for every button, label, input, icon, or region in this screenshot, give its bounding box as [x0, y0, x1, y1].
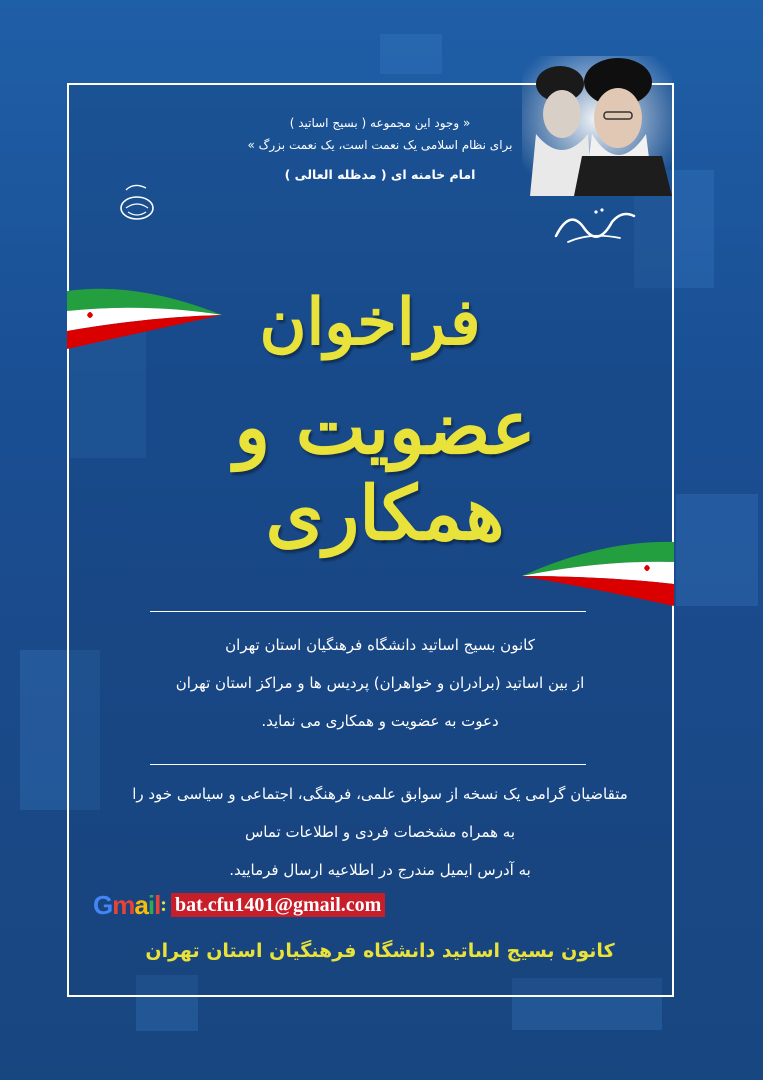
quote-author: امام خامنه ای ( مدظله العالی )	[284, 167, 476, 182]
divider-top	[150, 611, 586, 612]
instructions-line-2: به همراه مشخصات فردی و اطلاعات تماس	[244, 823, 516, 841]
instructions-paragraph	[100, 775, 660, 889]
email-colon: :	[160, 893, 167, 916]
leaders-portrait	[522, 56, 672, 196]
intro-line-3: دعوت به عضویت و همکاری می نماید.	[261, 712, 499, 730]
intro-line-1: کانون بسیج اساتید دانشگاه فرهنگیان استان تهران	[225, 636, 535, 654]
email-address[interactable]: bat.cfu1401@gmail.com	[171, 893, 385, 917]
intro-line-2: از بین اساتید (برادران و خواهران) پردیس ها و مراکز استان تهران	[175, 674, 585, 692]
title-line-2: عضویت و همکاری	[234, 385, 536, 557]
title-line-1: فراخوان	[259, 285, 481, 360]
instructions-line-1: متقاضیان گرامی یک نسخه از سوابق علمی، فرهنگی، اجتماعی و سیاسی خود را	[132, 785, 628, 803]
footer-organization: کانون بسیج اساتید دانشگاه فرهنگیان استان تهران	[145, 940, 615, 962]
quote-line-2: برای نظام اسلامی یک نعمت است، یک نعمت بزرگ »	[247, 138, 513, 152]
signature-calligraphy	[550, 198, 640, 248]
seal-emblem	[112, 178, 162, 228]
divider-middle	[150, 764, 586, 765]
quote-line-1: « وجود این مجموعه ( بسیج اساتید )	[289, 116, 471, 130]
background-square	[676, 494, 758, 606]
quote	[240, 112, 520, 156]
email-row	[93, 888, 385, 922]
background-square	[380, 34, 442, 74]
gmail-logo-icon: Gmail	[93, 889, 161, 920]
iran-flag-left	[67, 285, 222, 350]
instructions-line-3: به آدرس ایمیل مندرج در اطلاعیه ارسال فرمایید.	[229, 861, 531, 879]
intro-paragraph	[100, 626, 660, 740]
